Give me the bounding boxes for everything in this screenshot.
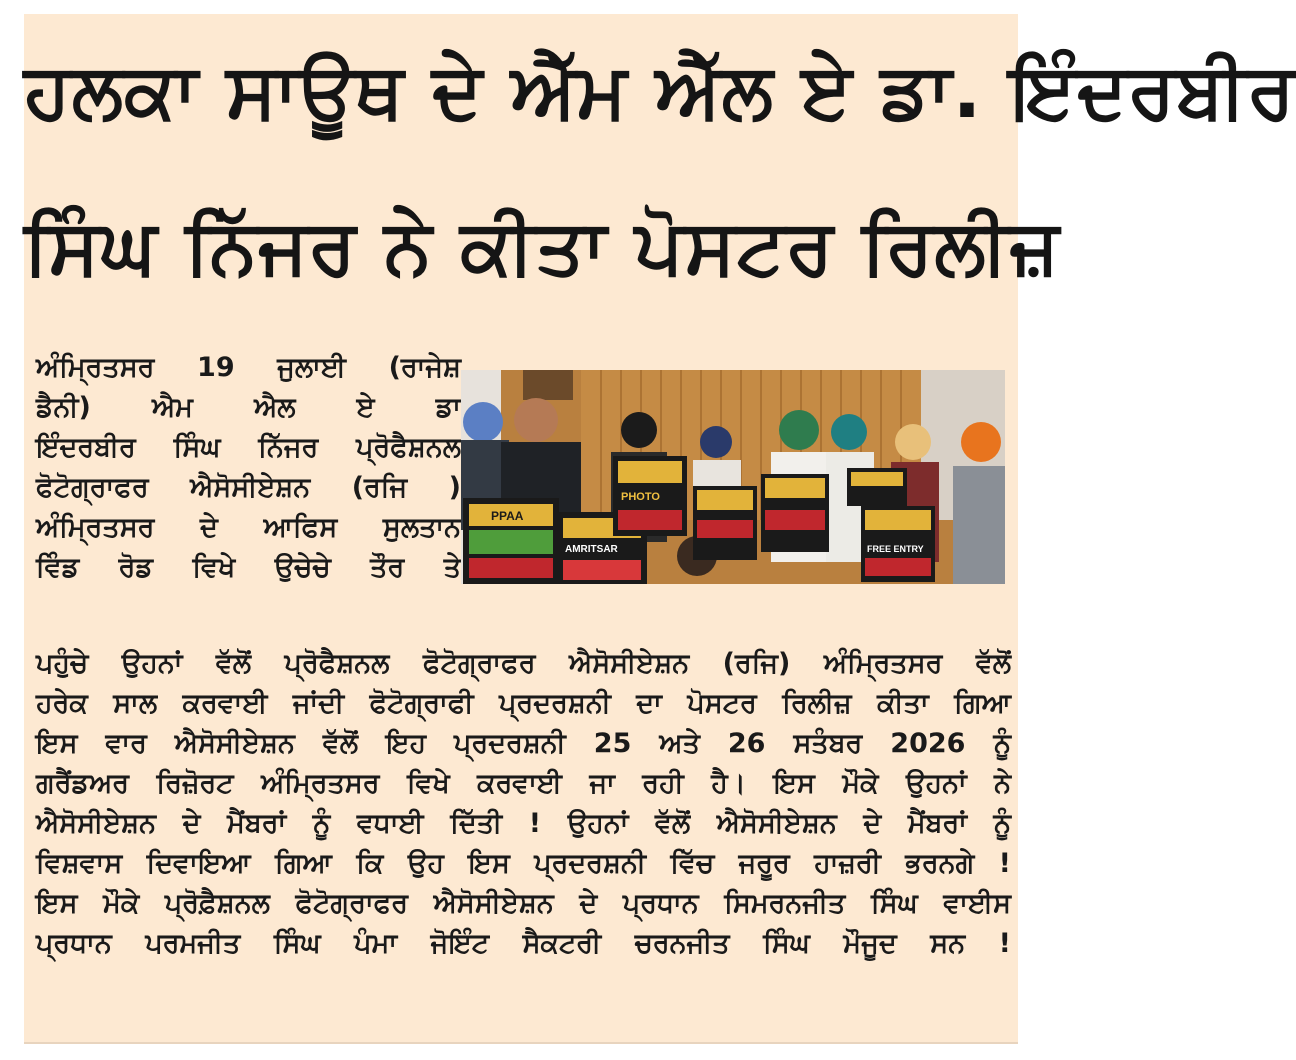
article-column-full <box>36 644 1011 964</box>
svg-text:PPAA: PPAA <box>491 509 524 523</box>
article-line: ਫੋਟੋਗ੍ਰਾਫਰ ਐਸੋਸੀਏਸ਼ਨ (ਰਜਿ ) <box>36 472 461 503</box>
article-line: ਅੰਮ੍ਰਿਤਸਰ ਦੇ ਆਫਿਸ ਸੁਲਤਾਨ <box>36 512 461 543</box>
news-photo <box>461 370 1005 584</box>
poster <box>693 486 757 560</box>
article-line: ਪ੍ਰਧਾਨ ਪਰਮਜੀਤ ਸਿੰਘ ਪੰਮਾ ਜੋਇੰਟ ਸੈਕਟਰੀ ਚਰਨਜੀਤ ਸਿੰਘ ਮੌਜੂਦ ਸਨ ! <box>36 928 1011 959</box>
article-line: ਵਿੰਡ ਰੋਡ ਵਿਖੇ ਉਚੇਚੇ ਤੌਰ ਤੇ <box>36 552 461 583</box>
svg-text:FREE ENTRY: FREE ENTRY <box>867 544 924 554</box>
article-line: ਵਿਸ਼ਵਾਸ ਦਿਵਾਇਆ ਗਿਆ ਕਿ ਉਹ ਇਸ ਪ੍ਰਦਰਸ਼ਨੀ ਵਿੱਚ ਜਰੂਰ ਹਾਜ਼ਰੀ ਭਰਨਗੇ ! <box>36 848 1011 879</box>
article-line: ਗਰੈਂਡਅਰ ਰਿਜ਼ੋਰਟ ਅੰਮ੍ਰਿਤਸਰ ਵਿਖੇ ਕਰਵਾਈ ਜਾ ਰਹੀ ਹੈ। ਇਸ ਮੌਕੇ ਉਹਨਾਂ ਨੇ <box>36 768 1011 799</box>
svg-text:PHOTO: PHOTO <box>621 491 660 503</box>
article-line: ਹਰੇਕ ਸਾਲ ਕਰਵਾਈ ਜਾਂਦੀ ਫੋਟੋਗ੍ਰਾਫੀ ਪ੍ਰਦਰਸ਼ਨੀ ਦਾ ਪੋਸਟਰ ਰਿਲੀਜ਼ ਕੀਤਾ ਗਿਆ <box>36 688 1011 719</box>
poster <box>761 474 829 552</box>
poster <box>463 498 559 584</box>
article-line: ਡੈਨੀ) ਐਮ ਐਲ ਏ ਡਾ <box>36 392 461 423</box>
article-line: ਇਸ ਵਾਰ ਐਸੋਸੀਏਸ਼ਨ ਵੱਲੋਂ ਇਹ ਪ੍ਰਦਰਸ਼ਨੀ 25 ਅਤੇ 26 ਸਤੰਬਰ 2026 ਨੂੰ <box>36 728 1011 759</box>
poster <box>861 506 935 582</box>
article-line: ਪਹੁੰਚੇ ਉਹਨਾਂ ਵੱਲੋਂ ਪ੍ਰੋਫੈਸ਼ਨਲ ਫੋਟੋਗ੍ਰਾਫਰ ਐਸੋਸੀਏਸ਼ਨ (ਰਜਿ) ਅੰਮ੍ਰਿਤਸਰ ਵੱਲੋਂ <box>36 648 1011 679</box>
article-line: ਐਸੋਸੀਏਸ਼ਨ ਦੇ ਮੈਂਬਰਾਂ ਨੂੰ ਵਧਾਈ ਦਿੱਤੀ ! ਉਹਨਾਂ ਵੱਲੋਂ ਐਸੋਸੀਏਸ਼ਨ ਦੇ ਮੈਂਬਰਾਂ ਨੂੰ <box>36 808 1011 839</box>
headline-line-2: ਸਿੰਘ ਨਿੱਜਰ ਨੇ ਕੀਤਾ ਪੋਸਟਰ ਰਿਲੀਜ਼ <box>24 202 1061 291</box>
poster <box>847 468 907 506</box>
poster <box>613 456 687 536</box>
article-line: ਇੰਦਰਬੀਰ ਸਿੰਘ ਨਿੱਜਰ ਪ੍ਰੋਫੈਸ਼ਨਲ <box>36 432 461 463</box>
news-clipping <box>24 14 1296 1044</box>
article-line: ਅੰਮ੍ਰਿਤਸਰ 19 ਜੁਲਾਈ (ਰਾਜੇਸ਼ <box>36 352 461 383</box>
photo-group-poster-release <box>461 370 1005 584</box>
article-line: ਇਸ ਮੌਕੇ ਪ੍ਰੋਫ਼ੈਸ਼ਨਲ ਫੋਟੋਗ੍ਰਾਫਰ ਐਸੋਸੀਏਸ਼ਨ ਦੇ ਪ੍ਰਧਾਨ ਸਿਮਰਨਜੀਤ ਸਿੰਘ ਵਾਈਸ <box>36 888 1011 919</box>
svg-text:AMRITSAR: AMRITSAR <box>565 544 618 555</box>
article-column-left <box>36 348 461 588</box>
headline-line-1: ਹਲਕਾ ਸਾਊਥ ਦੇ ਐੱਮ ਐੱਲ ਏ ਡਾ. ਇੰਦਰਬੀਰ <box>24 46 1296 135</box>
